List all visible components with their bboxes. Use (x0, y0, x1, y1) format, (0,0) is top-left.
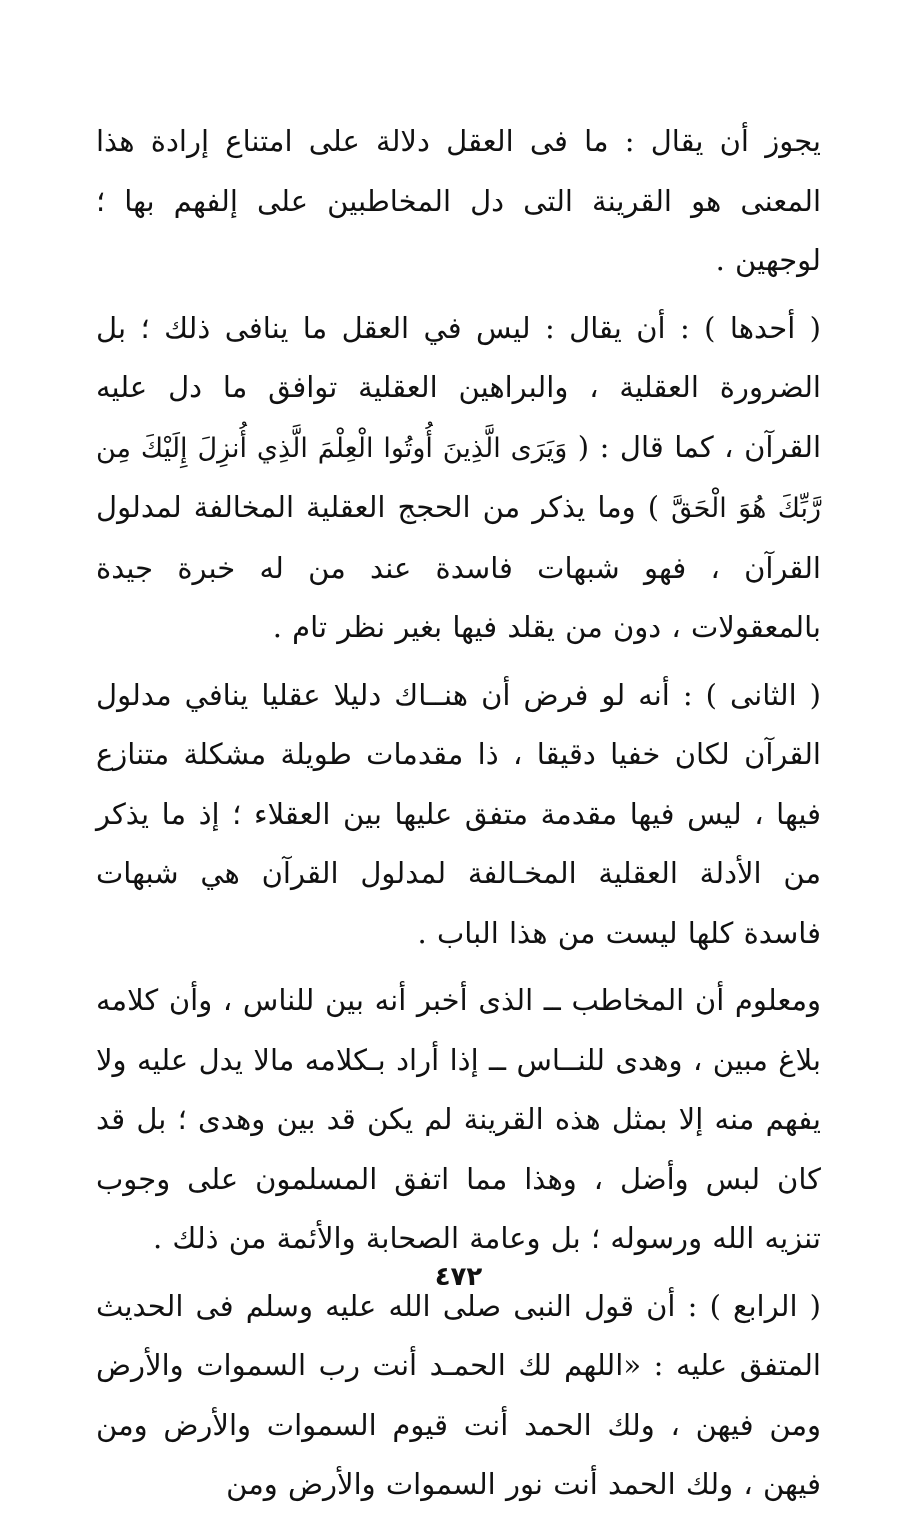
paragraph-1: يجوز أن يقال : ما فى العقل دلالة على امتناع إرادة هذا المعنى هو القرينة التى دل المخاطبين على إلفهم بها ؛ لوجهين . (96, 124, 821, 277)
paragraph-5: ( الرابع ) : أن قول النبى صلى الله عليه وسلم فى الحديث المتفق عليه : «اللهم لك الحمـد أنت رب السموات والأرض ومن فيهن ، ولك الحمد أنت قيوم السموات والأرض ومن فيهن ، ولك الحمد أنت نور السموات والأرض ومن (96, 1288, 821, 1501)
paragraph-4: ومعلوم أن المخاطب ــ الذى أخبر أنه بين للناس ، وأن كلامه بلاغ مبين ، وهدى للنــاس ــ إذا أراد بـكلامه مالا يدل عليه ولا يفهم منه إلا بمثل هذه القرينة لم يكن قد بين وهدى ؛ بل قد كان لبس وأضل ، وهذا مما اتفق المسلمون على وجوب تنزيه الله ورسوله ؛ بل وعامة الصحابة والأئمة من ذلك . (96, 983, 821, 1255)
paragraph-2 (96, 299, 821, 658)
paragraph-2-tail: ) وما يذكر من الحجج العقلية المخالفة لمدلول القرآن ، فهو شبهات فاسدة عند من له خبرة جيدة بالمعقولات ، دون من يقلد فيها بغير نظر تام . (96, 490, 821, 644)
paragraph-2-text: ( أحدها ) : أن يقال : ليس في العقل ما ينافى ذلك ؛ بل الضرورة العقلية ، والبراهين العقلية توافق ما دل عليه القرآن ، كما قال : ( (96, 310, 821, 464)
page-number: ٤٧٢ (434, 1262, 483, 1292)
page-body (96, 112, 821, 1523)
quran-verse: وَيَرَى الَّذِينَ أُوتُوا الْعِلْمَ الَّذِي أُنزِلَ إِلَيْكَ مِن رَّبِّكَ هُوَ الْحَقَّ (96, 432, 821, 524)
paragraph-3: ( الثانى ) : أنه لو فرض أن هنــاك دليلا عقليا ينافي مدلول القرآن لكان خفيا دقيقا ، ذا مقدمات طويلة مشكلة متنازع فيها ، ليس فيها مقدمة متفق عليها بين العقلاء ؛ إذ ما يذكر من الأدلة العقلية المخـالفة لمدلول القرآن هي شبهات فاسدة كلها ليست من هذا الباب . (96, 677, 821, 950)
